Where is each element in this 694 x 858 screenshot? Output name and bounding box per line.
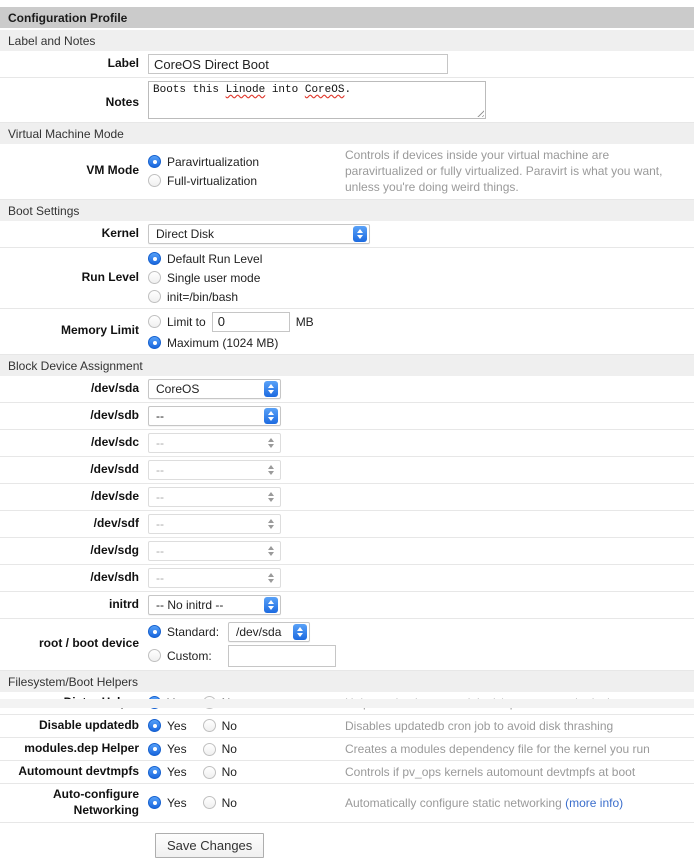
auto-configure-networking-label: Auto-configure Networking (53, 787, 139, 817)
vm-mode-label: VM Mode (86, 163, 139, 178)
select-stepper-icon (264, 381, 278, 397)
disable-updatedb-label: Disable updatedb (38, 718, 139, 733)
device-sdc-select (148, 433, 281, 453)
memory-limit-row (0, 309, 694, 355)
more-info-link[interactable]: (more info) (565, 795, 624, 810)
automount-devtmpfs-yes-radio[interactable] (148, 766, 161, 779)
device-sdh-select-value: -- (156, 570, 164, 585)
disable-updatedb-row (0, 715, 694, 738)
automount-devtmpfs-row (0, 761, 694, 784)
initrd-row (0, 592, 694, 619)
device-row-sda (0, 376, 694, 403)
vm-mode-row (0, 144, 694, 200)
device-sdb-select-value: -- (156, 408, 164, 423)
select-stepper-icon (264, 489, 278, 505)
device-sda-select[interactable] (148, 379, 281, 399)
notes-text: Boots this (153, 84, 226, 96)
modules-dep-yes-radio[interactable] (148, 743, 161, 756)
device-sde-label: /dev/sde (90, 488, 139, 503)
root-boot-device-label: root / boot device (38, 636, 139, 651)
run-level-row (0, 248, 694, 309)
single-user-mode-radio[interactable] (148, 271, 161, 284)
kernel-row (0, 221, 694, 248)
kernel-label: Kernel (101, 225, 139, 240)
auto-configure-networking-no-radio[interactable] (203, 796, 216, 809)
device-sdg-select (148, 541, 281, 561)
device-sda-select-value: CoreOS (156, 381, 200, 396)
device-sde-select (148, 487, 281, 507)
notes-text-misspelled: Linode (225, 84, 266, 96)
device-sdb-label: /dev/sdb (90, 407, 139, 422)
init-bin-bash-radio[interactable] (148, 290, 161, 303)
section-label-and-notes: Label and Notes (0, 30, 694, 51)
device-sdb-select[interactable] (148, 406, 281, 426)
memory-limit-input[interactable] (212, 312, 290, 332)
device-sdf-select-value: -- (156, 516, 164, 531)
label-input[interactable] (148, 54, 448, 74)
kernel-select[interactable] (148, 224, 370, 244)
select-stepper-icon (264, 597, 278, 613)
limit-to-option-label: Limit to (167, 314, 206, 329)
initrd-label: initrd (109, 596, 139, 611)
initrd-select-value: -- No initrd -- (156, 597, 224, 612)
memory-limit-label: Memory Limit (60, 323, 139, 338)
auto-configure-networking-help-text: Automatically configure static networking (345, 795, 562, 810)
no-label: No (221, 765, 237, 780)
custom-root-radio[interactable] (148, 649, 161, 662)
select-stepper-icon (264, 435, 278, 451)
disable-updatedb-no-radio[interactable] (203, 719, 216, 732)
device-row-sdb (0, 403, 694, 430)
custom-root-input[interactable] (228, 645, 336, 667)
maximum-memory-option-label: Maximum (1024 MB) (167, 335, 279, 350)
device-sde-select-value: -- (156, 489, 164, 504)
section-block-device-assignment: Block Device Assignment (0, 355, 694, 376)
page-bottom-strip (0, 699, 694, 708)
device-sdf-label: /dev/sdf (93, 515, 139, 530)
modules-dep-help-text: Creates a modules dependency file for the kernel you run (345, 741, 650, 756)
memory-unit-label: MB (295, 314, 314, 329)
standard-root-select[interactable] (228, 622, 310, 642)
select-stepper-icon (264, 408, 278, 424)
yes-label: Yes (167, 795, 187, 810)
yes-label: Yes (167, 718, 187, 733)
section-boot-settings: Boot Settings (0, 200, 694, 221)
select-stepper-icon (353, 226, 367, 242)
no-label: No (221, 718, 237, 733)
initrd-select[interactable] (148, 595, 281, 615)
modules-dep-helper-row (0, 738, 694, 761)
device-sda-label: /dev/sda (90, 380, 139, 395)
select-stepper-icon (264, 462, 278, 478)
no-label: No (221, 742, 237, 757)
select-stepper-icon (264, 516, 278, 532)
device-sdf-select (148, 514, 281, 534)
single-user-mode-option-label: Single user mode (167, 270, 261, 285)
select-stepper-icon (293, 624, 307, 640)
default-run-level-option-label: Default Run Level (167, 251, 263, 266)
modules-dep-no-radio[interactable] (203, 743, 216, 756)
resize-grip-icon[interactable] (475, 108, 484, 117)
save-changes-button[interactable]: Save Changes (155, 833, 264, 858)
standard-root-select-value: /dev/sda (236, 624, 282, 639)
yes-label: Yes (167, 765, 187, 780)
modules-dep-helper-label: modules.dep Helper (24, 741, 139, 756)
automount-devtmpfs-no-radio[interactable] (203, 766, 216, 779)
device-row-sdh (0, 565, 694, 592)
section-virtual-machine-mode: Virtual Machine Mode (0, 123, 694, 144)
device-sdd-select-value: -- (156, 462, 164, 477)
device-sdh-select (148, 568, 281, 588)
maximum-memory-radio[interactable] (148, 336, 161, 349)
root-boot-device-row (0, 619, 694, 671)
full-virtualization-option-label: Full-virtualization (167, 173, 258, 188)
run-level-label: Run Level (81, 269, 139, 284)
notes-text: into (265, 84, 305, 96)
init-bin-bash-option-label: init=/bin/bash (167, 289, 239, 304)
automount-devtmpfs-help-text: Controls if pv_ops kernels automount devtmpfs at boot (345, 765, 636, 780)
device-row-sde (0, 484, 694, 511)
disable-updatedb-help-text: Disables updatedb cron job to avoid disk thrashing (345, 718, 614, 733)
limit-to-radio[interactable] (148, 315, 161, 328)
device-row-sdd (0, 457, 694, 484)
device-row-sdg (0, 538, 694, 565)
notes-text: . (344, 84, 352, 96)
device-row-sdc (0, 430, 694, 457)
paravirtualization-option-label: Paravirtualization (167, 154, 260, 169)
page-title: Configuration Profile (0, 7, 694, 28)
select-stepper-icon (264, 543, 278, 559)
device-sdc-select-value: -- (156, 435, 164, 450)
paravirtualization-radio[interactable] (148, 155, 161, 168)
automount-devtmpfs-label: Automount devtmpfs (18, 764, 139, 779)
kernel-select-value: Direct Disk (156, 226, 215, 241)
standard-option-label: Standard: (167, 624, 220, 639)
vm-mode-help-text: Controls if devices inside your virtual machine are paravirtualized or fully virtualized. Paravirt is what you want, unless you're doing weird things. (345, 148, 663, 195)
notes-field-label: Notes (105, 95, 139, 109)
notes-textarea[interactable] (148, 81, 486, 119)
notes-text-misspelled: CoreOS (304, 84, 345, 96)
standard-root-radio[interactable] (148, 625, 161, 638)
no-label: No (221, 795, 237, 810)
device-sdd-label: /dev/sdd (90, 461, 139, 476)
label-row (0, 51, 694, 78)
device-sdc-label: /dev/sdc (90, 434, 139, 449)
section-filesystem-boot-helpers: Filesystem/Boot Helpers (0, 671, 694, 692)
device-row-sdf (0, 511, 694, 538)
notes-row (0, 78, 694, 123)
label-field-label: Label (107, 56, 139, 71)
disable-updatedb-yes-radio[interactable] (148, 719, 161, 732)
device-sdd-select (148, 460, 281, 480)
auto-configure-networking-yes-radio[interactable] (148, 796, 161, 809)
yes-label: Yes (167, 742, 187, 757)
default-run-level-radio[interactable] (148, 252, 161, 265)
device-sdg-select-value: -- (156, 543, 164, 558)
full-virtualization-radio[interactable] (148, 174, 161, 187)
auto-configure-networking-row (0, 784, 694, 822)
select-stepper-icon (264, 570, 278, 586)
device-sdh-label: /dev/sdh (90, 569, 139, 584)
custom-option-label: Custom: (167, 648, 212, 663)
device-sdg-label: /dev/sdg (90, 542, 139, 557)
